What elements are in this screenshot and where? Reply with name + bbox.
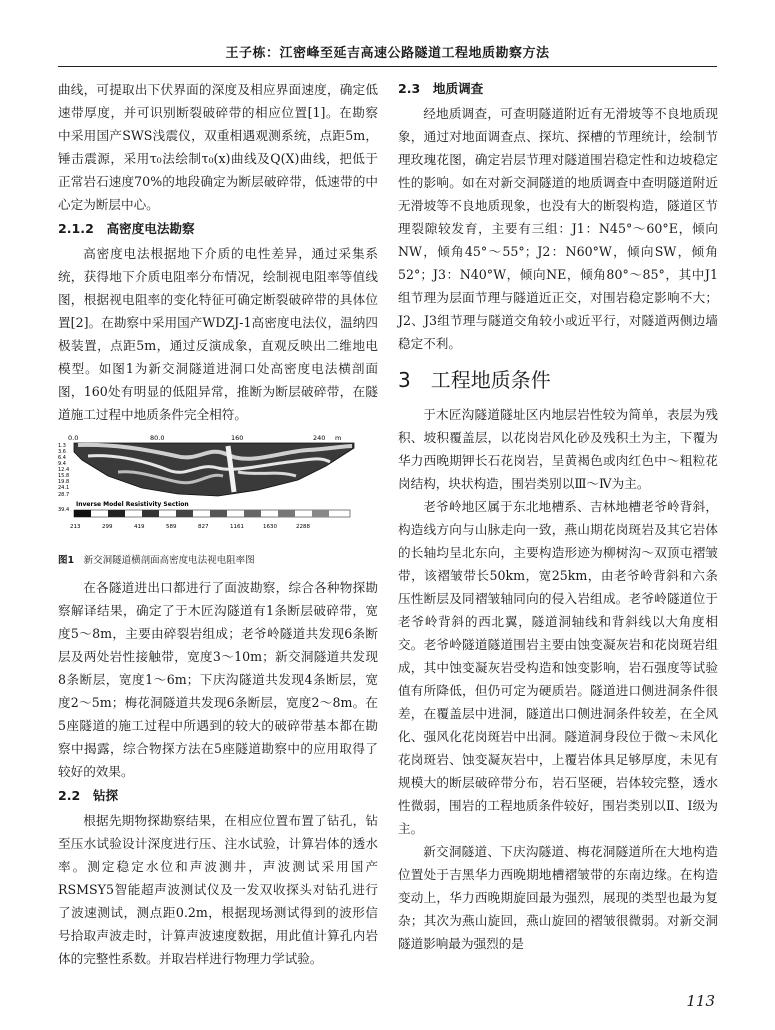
- scale-value-label: 589: [166, 524, 177, 530]
- y-tick-label: 24.1: [58, 485, 70, 491]
- figure-caption: [58, 554, 378, 568]
- paragraph: 老爷岭地区属于东北地槽系、吉林地槽老爷岭背斜，构造线方向与山脉走向一致，燕山期花岗斑岩及其它岩体的长轴均呈北东向，主要构造形迹为柳树沟～双顶屯褶皱带，该褶皱带长50km，宽25km，由老爷岭背斜和六条压性断层及同褶皱轴同向的侵入岩组成。老爷岭隧道位于老爷岭背斜的西北翼，隧道洞轴线和背斜线以大角度相交。老爷岭隧道隧道围岩主要由蚀变凝灰岩和花岗斑岩组成，其中蚀变凝灰岩受构造和蚀变影响，岩石强度等试验值有所降低，但仍可定为硬质岩。隧道进口侧进洞条件很差，在覆盖层中进洞，隧道出口侧进洞条件较差，在全风化、强风化花岗斑岩中出洞。隧道洞身段位于微～未风化花岗斑岩、蚀变凝灰岩中，上覆岩体具足够厚度，未见有规模大的断层破碎带分布，岩石坚硬，岩体较完整，透水性微弱，围岩的工程地质条件较好，围岩类别以Ⅱ、Ⅰ级为主。: [398, 499, 718, 836]
- scale-value-label: 827: [198, 524, 209, 530]
- section-heading-3: 3 工程地质条件: [398, 368, 551, 392]
- y-tick-label: 15.8: [58, 473, 70, 479]
- figure-1: [58, 432, 378, 568]
- running-header: [58, 44, 717, 67]
- scale-value-label: 2288: [296, 524, 310, 530]
- paragraph: 根据先期物探勘察结果，在相应位置布置了钻孔，钻至压水试验设计深度进行压、注水试验，计算岩体的透水率。测定稳定水位和声波测井，声波测试采用国产RSMSY5智能超声波测试仪及一发双收探头对钻孔进行了波速测试，测点距0.2m，根据现场测试得到的波形信号拾取声波走时，计算声波速度数据，用此值计算孔内岩体的完整性系数。并取岩样进行物理力学试验。: [58, 813, 378, 966]
- scale-value-label: 1630: [263, 524, 277, 530]
- scale-value-label: 299: [102, 524, 113, 530]
- paragraph: 经地质调查，可查明隧道附近有无滑坡等不良地质现象，通过对地面调查点、探坑、探槽的节理统计，绘制节理玫瑰花图，确定岩层节理对隧道围岩稳定性和边坡稳定性的影响。如在对新交洞隧道的地质调查中查明隧道附近无滑坡等不良地质现象，也没有大的断裂构造，隧道区节理裂隙较发育，主要有三组：J1：N45°～60°E，倾向NW，倾角45°～55°；J2：N60°W，倾向SW，倾角52°；J3：N40°W，倾向NE，倾角80°～85°，其中J1组节理为层面节理与隧道近正交，对围岩稳定影响不大；J2、J3组节理与隧道交角较小或近平行，对隧道两侧边墙稳定不利。: [398, 106, 718, 351]
- paragraph: 在各隧道进出口都进行了面波勘察，综合各种物探勘察解译结果，确定了于木匠沟隧道有1条断层破碎带，宽度5～8m，主要由碎裂岩组成；老爷岭隧道共发现6条断层及两处岩性接触带，宽度3～10m；新交洞隧道共发现8条断层，宽度1～6m；下庆沟隧道共发现4条断层，宽度2～5m；梅花洞隧道共发现6条断层，宽度2～8m。在5座隧道的施工过程中所遇到的较大的破碎带基本都在勘察中揭露，综合物探方法在5座隧道勘察中的应用取得了较好的效果。: [58, 580, 378, 779]
- plot-inner-title: Inverse Model Resistivity Section: [76, 501, 189, 508]
- resistivity-section-plot: [58, 432, 378, 550]
- paragraph: 曲线，可提取出下伏界面的深度及相应界面速度，确定低速带厚度，并可识别断裂破碎带的相应位置[1]。在勘察中采用国产SWS浅震仪，双重相遇观测系统，点距5m，锤击震源，采用τ₀法绘制τ₀(x)曲线及Q(X)曲线，把低于正常岩石速度70%的地段确定为断层破碎带，低速带的中心定为断层中心。: [58, 82, 378, 212]
- x-tick-label: 160: [231, 434, 244, 442]
- resistivity-section: [74, 443, 354, 496]
- y-tick-label: 9.4: [58, 461, 66, 467]
- y-tick-label: 39.4: [58, 507, 70, 513]
- x-tick-label: 240: [313, 434, 326, 442]
- x-tick-label: 0.0: [68, 434, 79, 442]
- scale-value-label: 213: [70, 524, 81, 530]
- page-number: 113: [686, 992, 715, 1010]
- subsection-heading-2-1-2: 2.1.2 高密度电法勘察: [58, 221, 195, 236]
- paragraph: 新交洞隧道、下庆沟隧道、梅花洞隧道所在大地构造位置处于吉黑华力西晚期地槽褶皱带的东南边缘。在构造变动上，华力西晚期旋回最为强烈，展现的类型也最为复杂；其次为燕山旋回，燕山旋回的褶皱很微弱。对新交洞隧道影响最为强烈的是: [398, 844, 718, 951]
- y-tick-label: 12.4: [58, 467, 70, 473]
- x-tick-label: 80.0: [150, 434, 165, 442]
- subsection-heading-2-3: 2.3 地质调查: [398, 81, 484, 96]
- color-scale-bar: [74, 510, 350, 517]
- subsection-heading-2-2: 2.2 钻探: [58, 788, 119, 803]
- scale-value-label: 1161: [230, 524, 244, 530]
- paragraph: 高密度电法根据地下介质的电性差异，通过采集系统，获得地下介质电阻率分布情况，绘制视电阻率等值线图，根据视电阻率的变化特征可确定断裂破碎带的具体位置[2]。在勘察中采用国产WDZJ-1高密度电法仪，温纳四极装置，点距5m，通过反演成象，直观反映出二维地电模型。如图1为新交洞隧道进洞口处高密度电法横剖面图，160处有明显的低阻异常，推断为断层破碎带，在隧道施工过程中地质条件完全相符。: [58, 246, 378, 422]
- right-column: [398, 78, 718, 955]
- x-tick-label: m: [335, 434, 342, 442]
- scale-value-label: 419: [134, 524, 145, 530]
- y-tick-label: 1.3: [58, 443, 66, 449]
- figure-number: 图1: [58, 555, 75, 566]
- y-tick-label: 3.6: [58, 449, 66, 455]
- running-title: 王子栋：江密峰至延吉高速公路隧道工程地质勘察方法: [225, 46, 550, 61]
- paragraph: 于木匠沟隧道隧址区内地层岩性较为简单，表层为残积、坡积覆盖层，以花岗岩风化砂及残积土为主，下覆为华力西晚期钾长石花岗岩，呈黄褐色或肉红色中～粗粒花岗结构，块状构造，围岩类别以Ⅲ～Ⅳ为主。: [398, 407, 718, 491]
- figure-caption-text: 新交洞隧道横剖面高密度电法视电阻率图: [83, 555, 255, 566]
- y-tick-label: 6.4: [58, 455, 66, 461]
- y-tick-label: 28.7: [58, 492, 70, 498]
- y-tick-label: 19.8: [58, 479, 70, 485]
- left-column: [58, 78, 378, 970]
